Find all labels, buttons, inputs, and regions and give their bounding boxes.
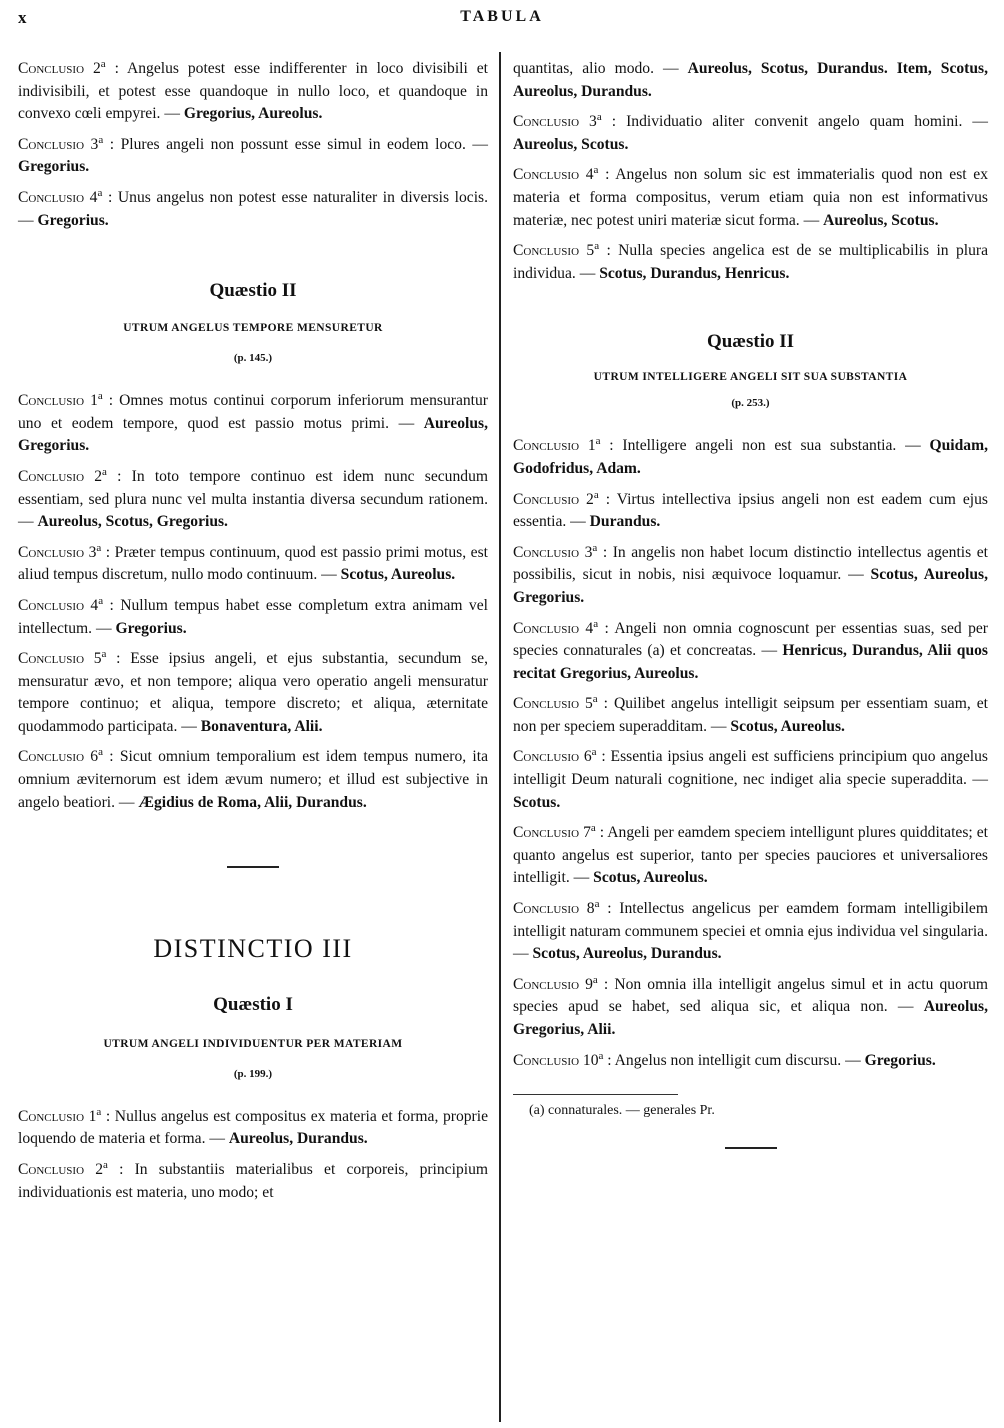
conclusio-text: : Quilibet angelus intelligit seipsum per essentiam suam, et non per speciem superadditam. —	[513, 695, 988, 735]
page-header	[18, 8, 986, 32]
quaestio-subtitle: UTRUM INTELLIGERE ANGELI SIT SUA SUBSTANTIA	[593, 371, 908, 384]
conclusio-text: : Essentia ipsius angeli est sufficiens principium quo angelus intelligit Deum naturali cognitione, nec indiget alia specie superaddita. —	[513, 748, 988, 789]
conclusio-number: 1	[587, 437, 596, 455]
conclusion-paragraph	[513, 111, 988, 156]
ordinal-suffix: a	[594, 239, 600, 252]
page-number: x	[18, 8, 27, 27]
conclusion-list	[18, 390, 488, 814]
page-reference: (p. 145.)	[233, 352, 273, 365]
conclusio-label: Conclusio	[513, 1051, 580, 1069]
conclusion-paragraph	[513, 618, 988, 686]
conclusio-text: : Esse ipsius angeli, et ejus substantia, secundum se, mensuratur ævo, et non tempore; aliqua vero operatio angeli mensuratur tempore continuo; et aliqua, tempore discreto; et aliqua, æternitate quodammodo participata. —	[18, 650, 488, 735]
conclusio-label: Conclusio	[513, 543, 580, 561]
conclusion-paragraph	[513, 435, 988, 480]
conclusio-text: : Nullum tempus habet esse completum extra animam vel intellectum. —	[18, 596, 488, 637]
conclusion-paragraph	[18, 1106, 488, 1151]
authors: Scotus, Aureolus.	[730, 717, 845, 735]
conclusio-text: : Præter tempus continuum, quod est passio primi motus, est aliud tempus discretum, nullo modo continuum. —	[18, 543, 488, 584]
conclusio-number: 2	[94, 467, 103, 485]
ordinal-suffix: a	[98, 133, 104, 146]
conclusion-list	[513, 111, 988, 285]
conclusion-paragraph	[18, 466, 488, 534]
conclusio-number: 2	[92, 60, 101, 77]
authors: Scotus, Aureolus.	[593, 869, 708, 887]
ordinal-suffix: a	[591, 746, 597, 759]
conclusion-paragraph	[18, 1159, 488, 1204]
authors: Aureolus, Gregorius.	[18, 414, 488, 455]
authors: Aureolus, Scotus, Durandus. Item, Scotus, Aureolus, Durandus.	[513, 60, 989, 100]
conclusio-number: 4	[89, 188, 98, 206]
conclusio-number: 8	[586, 900, 595, 918]
conclusio-text: : Virtus intellectiva ipsius angeli non est eadem cum ejus essentia. —	[513, 490, 988, 531]
authors: Durandus.	[589, 513, 661, 531]
conclusio-text: : Angeli non omnia cognoscunt per essentias suas, sed per species connaturales (a) et concreatas. —	[513, 619, 988, 660]
authors: Gregorius.	[37, 211, 109, 229]
authors: Scotus, Aureolus, Durandus.	[532, 945, 722, 963]
quaestio-subtitle: UTRUM ANGELI INDIVIDUENTUR PER MATERIAM	[103, 1037, 403, 1050]
authors: Gregorius, Aureolus.	[183, 105, 323, 123]
conclusio-label: Conclusio	[513, 695, 580, 713]
conclusion-list	[513, 435, 988, 1072]
ordinal-suffix: a	[103, 1158, 108, 1171]
conclusion-paragraph	[513, 1050, 988, 1073]
conclusio-label: Conclusio	[18, 60, 85, 77]
conclusio-number: 3	[584, 543, 593, 561]
conclusio-label: Conclusio	[513, 900, 580, 918]
authors: Scotus, Durandus, Henricus.	[599, 264, 790, 282]
conclusio-text: : Nullus angelus est compositus ex materia et forma, proprie loquendo de materia et forma. —	[18, 1107, 488, 1148]
conclusio-text: : Omnes motus continui corporum inferiorum mensurantur uno et eodem tempore, quod est passio motus primi. —	[18, 392, 488, 432]
conclusio-number: 3	[88, 543, 97, 561]
conclusion-paragraph	[18, 542, 488, 587]
conclusio-number: 4	[585, 166, 594, 184]
left-column	[18, 58, 488, 1212]
conclusion-paragraph	[18, 390, 488, 458]
authors: Quidam, Godofridus, Adam.	[513, 437, 988, 477]
authors: Aureolus, Gregorius, Alii.	[513, 998, 988, 1038]
conclusio-label: Conclusio	[18, 596, 85, 614]
conclusio-label: Conclusio	[18, 748, 85, 766]
conclusio-number: 3	[589, 113, 597, 131]
conclusio-label: Conclusio	[513, 748, 580, 766]
authors: Aureolus, Durandus.	[228, 1130, 368, 1148]
authors: Aureolus, Scotus.	[513, 135, 629, 153]
page-reference: (p. 253.)	[731, 397, 770, 410]
ordinal-suffix: a	[592, 693, 598, 706]
authors: Scotus, Aureolus, Gregorius.	[513, 566, 988, 606]
conclusion-paragraph	[18, 134, 488, 179]
ordinal-suffix: a	[594, 897, 600, 910]
conclusio-text: : Nulla species angelica est de se multiplicabilis in plura individua. —	[513, 242, 988, 282]
conclusio-text: : In angelis non habet locum distinctio intellectus agentis et possibilis, sicut in nobis, nisi æquivoce loquamur. —	[513, 543, 988, 584]
distinctio-heading: DISTINCTIO III	[153, 933, 353, 963]
conclusio-text: : Sicut omnium temporalium est idem tempus numero, ita omnium æviternorum est idem ævum numero; et illud est subjective in angelo beatiori. —	[18, 748, 488, 811]
conclusion-paragraph	[18, 746, 488, 814]
conclusion-paragraph	[18, 58, 488, 126]
ordinal-suffix: a	[101, 647, 107, 660]
conclusio-label: Conclusio	[513, 490, 580, 508]
conclusion-paragraph	[513, 164, 988, 232]
conclusion-paragraph	[513, 746, 988, 814]
conclusion-paragraph	[18, 595, 488, 640]
quaestio-heading: Quæstio II	[706, 331, 795, 353]
authors: Scotus, Aureolus.	[340, 566, 456, 584]
conclusio-text: : Angelus non solum sic est immaterialis quod non est ex materia et forma compositus, verum etiam quia non est informativus materiæ, nec potest uniri materiæ sicut forma. —	[513, 166, 988, 229]
conclusio-text: : Intellectus angelicus per eamdem formam intelligibilem intelligit naturam communem speciei et omnia ejus individua vel singularia. —	[513, 900, 988, 963]
ordinal-suffix: a	[598, 1049, 604, 1062]
conclusio-number: 9	[585, 975, 593, 993]
conclusio-number: 4	[90, 596, 99, 614]
authors: Henricus, Durandus, Alii quos recitat Gregorius, Aureolus.	[513, 642, 988, 682]
conclusio-label: Conclusio	[18, 650, 85, 668]
conclusio-number: 3	[90, 135, 99, 153]
ordinal-suffix: a	[596, 111, 602, 123]
conclusio-text: : In substantiis materialibus et corporeis, principium individuationis est materia, uno modo; et	[18, 1161, 488, 1201]
conclusio-label: Conclusio	[513, 113, 580, 131]
footnote: (a) connaturales. — generales Pr.	[529, 1103, 715, 1119]
ordinal-suffix: a	[97, 389, 103, 402]
conclusio-text: : Unus angelus non potest esse naturaliter in diversis locis. —	[18, 188, 488, 229]
conclusion-paragraph	[513, 898, 988, 966]
quaestio-heading: Quæstio I	[213, 993, 293, 1015]
conclusion-paragraph	[18, 187, 488, 232]
conclusio-label: Conclusio	[18, 1161, 85, 1179]
ordinal-suffix: a	[593, 617, 599, 630]
quaestio-subtitle: UTRUM ANGELUS TEMPORE MENSURETUR	[123, 322, 383, 335]
authors: Gregorius.	[115, 619, 187, 637]
conclusio-number: 5	[586, 242, 595, 260]
ordinal-suffix: a	[592, 973, 598, 986]
ordinal-suffix: a	[593, 488, 599, 501]
conclusio-label: Conclusio	[513, 437, 580, 455]
conclusio-number: 1	[88, 1107, 97, 1125]
conclusio-number: 7	[583, 824, 591, 842]
running-title: TABULA	[460, 8, 544, 25]
conclusio-text: : Non omnia illa intelligit angelus simul et in actu quorum species apud se habet, sed aliqua sic, et aliqua non. —	[513, 975, 988, 1016]
conclusion-paragraph	[513, 489, 988, 534]
column-rule	[499, 52, 501, 1422]
conclusio-number: 6	[583, 748, 592, 766]
quaestio-heading: Quæstio II	[209, 280, 297, 302]
conclusio-label: Conclusio	[513, 619, 580, 637]
authors: Ægidius de Roma, Alii, Durandus.	[138, 793, 367, 811]
conclusio-label: Conclusio	[513, 242, 580, 260]
conclusio-label: Conclusio	[513, 975, 580, 993]
ordinal-suffix: a	[102, 465, 107, 478]
continued-paragraph	[513, 58, 988, 103]
ordinal-suffix: a	[595, 435, 601, 448]
conclusio-label: Conclusio	[18, 1107, 85, 1125]
conclusio-text: : Plures angeli non possunt esse simul in eodem loco. —	[103, 135, 488, 153]
conclusion-paragraph	[513, 240, 988, 285]
ordinal-suffix: a	[592, 541, 598, 554]
conclusio-label: Conclusio	[513, 166, 580, 184]
section-divider	[725, 1147, 777, 1149]
conclusio-text: : In toto tempore continuo est idem nunc secundum essentiam, sed plura nunc vel multa instantia diversa secundum rationem. —	[18, 467, 488, 531]
conclusion-list	[18, 1106, 488, 1204]
conclusio-number: 2	[586, 490, 594, 508]
authors: Scotus.	[513, 793, 561, 811]
continued-text: quantitas, alio modo. —	[513, 60, 688, 77]
conclusio-text: : Individuatio aliter convenit angelo quam homini. —	[601, 113, 988, 131]
conclusio-label: Conclusio	[18, 188, 85, 206]
authors: Gregorius.	[864, 1051, 936, 1069]
conclusio-label: Conclusio	[18, 467, 85, 485]
conclusio-label: Conclusio	[513, 824, 580, 842]
ordinal-suffix: a	[96, 1105, 102, 1118]
conclusio-text: : Angelus non intelligit cum discursu. —	[603, 1051, 865, 1069]
conclusio-number: 4	[585, 619, 594, 637]
page-reference: (p. 199.)	[233, 1067, 273, 1080]
ordinal-suffix: a	[98, 594, 104, 607]
conclusion-paragraph	[513, 974, 988, 1042]
conclusion-paragraph	[513, 822, 988, 890]
authors: Bonaventura, Alii.	[200, 717, 323, 735]
conclusio-number: 2	[95, 1161, 103, 1179]
conclusio-number: 5	[93, 650, 102, 668]
conclusio-number: 5	[585, 695, 593, 713]
conclusion-paragraph	[513, 693, 988, 738]
conclusio-label: Conclusio	[18, 543, 85, 561]
right-column	[513, 58, 988, 1149]
conclusion-paragraph	[513, 542, 988, 610]
authors: Gregorius.	[18, 158, 90, 176]
conclusio-number: 10	[582, 1051, 599, 1069]
ordinal-suffix: a	[100, 57, 106, 70]
conclusion-list	[18, 58, 488, 232]
conclusio-label: Conclusio	[18, 392, 85, 410]
ordinal-suffix: a	[593, 164, 599, 177]
conclusio-number: 1	[90, 392, 98, 410]
authors: Aureolus, Scotus, Gregorius.	[37, 513, 228, 531]
conclusio-number: 6	[90, 748, 99, 766]
conclusio-label: Conclusio	[18, 135, 85, 153]
conclusio-text: : Angeli per eamdem speciem intelligunt plures quidditates; et quanto angelus est superior, tanto per species pauciores et universaliores intelligit. —	[513, 824, 989, 887]
ordinal-suffix: a	[96, 541, 102, 554]
conclusio-text: : Angelus potest esse indifferenter in loco divisibili et indivisibili, et potest esse quandoque in nullo loco, et quandoque in convexo cœli empyrei. —	[18, 60, 488, 123]
conclusion-paragraph	[18, 648, 488, 738]
ordinal-suffix: a	[97, 186, 103, 199]
conclusio-text: : Intelligere angeli non est sua substantia. —	[600, 437, 930, 455]
authors: Aureolus, Scotus.	[823, 211, 939, 229]
ordinal-suffix: a	[590, 822, 596, 835]
ordinal-suffix: a	[98, 746, 103, 759]
